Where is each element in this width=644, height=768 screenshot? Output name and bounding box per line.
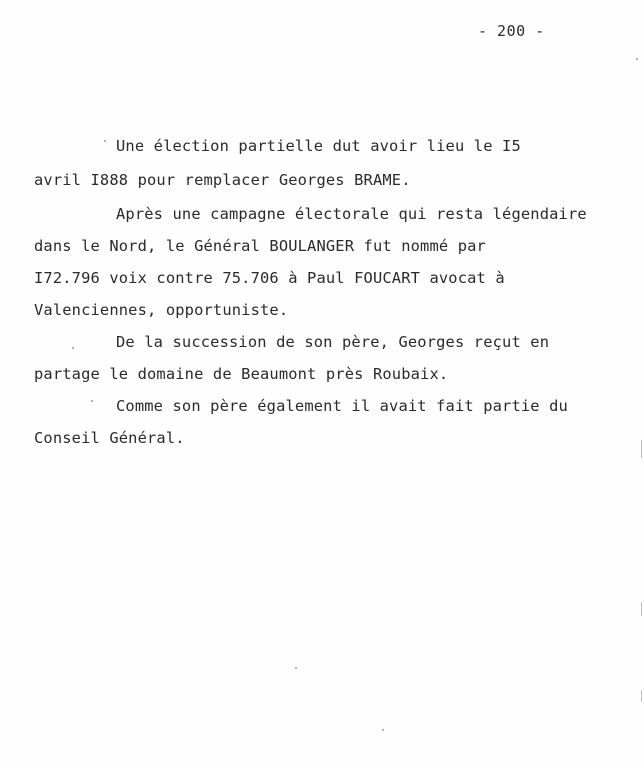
scan-speck — [295, 667, 297, 669]
scan-speck — [382, 729, 384, 731]
text-line: avril I888 pour remplacer Georges BRAME. — [34, 171, 411, 189]
page-number: - 200 - — [478, 22, 545, 40]
scan-speck — [636, 58, 638, 60]
scan-edge-mark — [641, 440, 642, 458]
text-line: Après une campagne électorale qui resta légendaire — [116, 205, 587, 223]
text-line: Conseil Général. — [34, 429, 185, 447]
text-line: I72.796 voix contre 75.706 à Paul FOUCART avocat à — [34, 269, 505, 287]
text-line: Une élection partielle dut avoir lieu le I5 — [116, 137, 521, 155]
scan-speck — [91, 400, 93, 402]
text-line: De la succession de son père, Georges reçut en — [116, 333, 550, 351]
scan-speck — [104, 140, 106, 142]
scan-edge-mark — [641, 690, 642, 702]
scan-edge-mark — [641, 602, 642, 616]
text-line: dans le Nord, le Général BOULANGER fut nommé par — [34, 237, 486, 255]
text-line: Valenciennes, opportuniste. — [34, 301, 289, 319]
text-line: partage le domaine de Beaumont près Roubaix. — [34, 365, 449, 383]
text-line: Comme son père également il avait fait partie du — [116, 397, 568, 415]
scan-speck — [72, 347, 74, 349]
